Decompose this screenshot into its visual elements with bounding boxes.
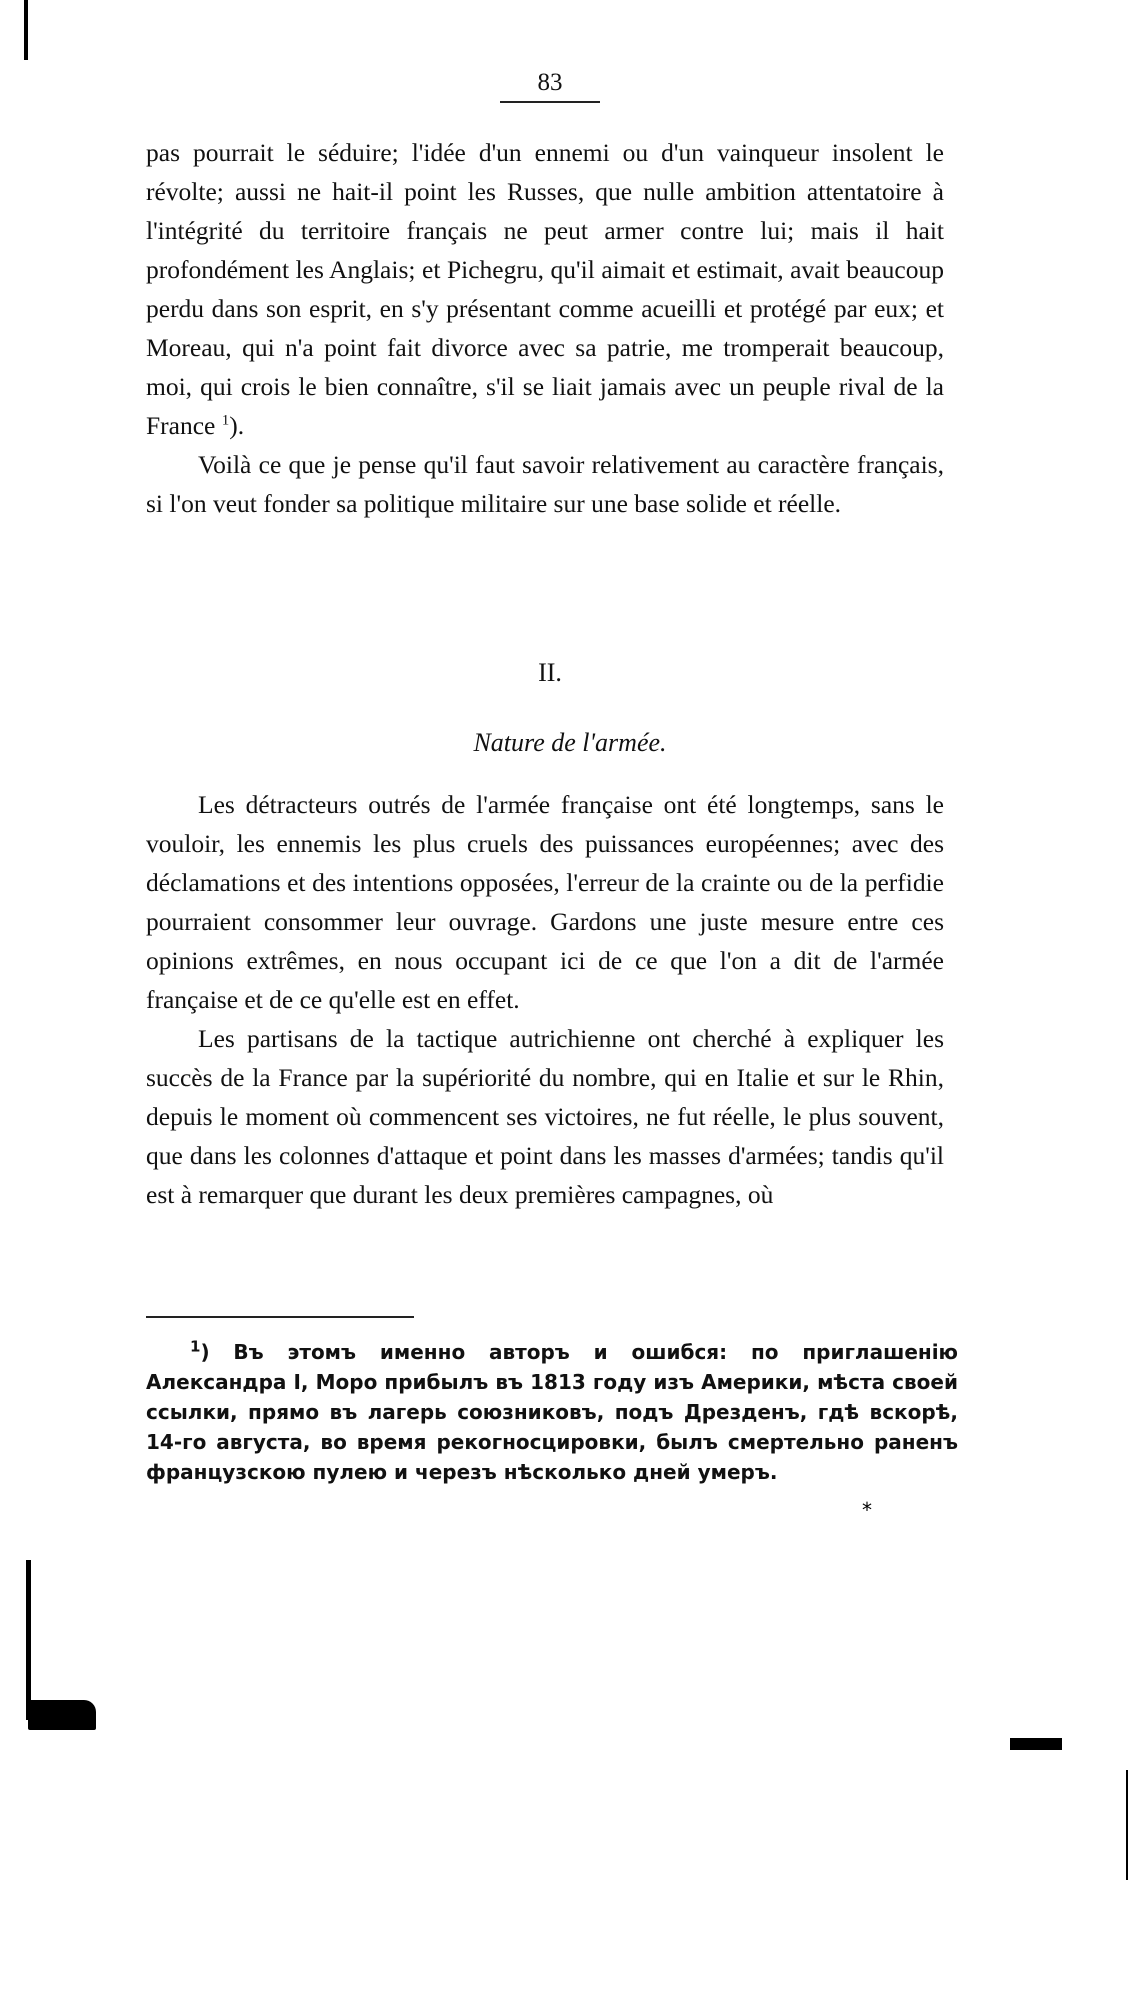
body-paragraph: Les détracteurs outrés de l'armée française ont été longtemps, sans le vouloir, les ennemis les plus cruels des puissances européennes; avec des déclamations et des intentions opposées, l'erreur de la crainte ou de la perfidie pourraient consommer leur ouvrage. Gardons une juste mesure entre ces opinions extrêmes, en nous occupant ici de ce que l'on a dit de l'armée française et de ce qu'elle est en effet. [146,790,944,1014]
asterisk-mark: * [862,1498,872,1522]
page-number: 83 [537,69,563,96]
scan-edge-mark-top-left [24,0,28,60]
footnote-reference: 1 [221,412,230,429]
footnote [146,1337,958,1487]
scan-edge-mark-left-lower [26,1560,31,1720]
footnote-marker: 1 [190,1337,201,1356]
scan-edge-bar-right [1010,1738,1062,1750]
section-title: Nature de l'armée. [473,728,667,757]
body-paragraph: Les partisans de la tactique autrichienne ont cherché à expliquer les succès de la France par la supériorité du nombre, qui en Italie et sur le Rhin, depuis le moment où commencent ses victoires, ne fut réelle, le plus souvent, que dans les colonnes d'attaque et point dans les masses d'armées; tandis qu'il est à remarquer que durant les deux premières campagnes, où [146,1024,944,1209]
continued-text [146,133,944,523]
body-paragraph [146,133,944,445]
footnote-text: Въ этомъ именно авторъ и ошибся: по приглашенію Александра I, Моро прибылъ въ 1813 году изъ Америки, мѣста своей ссылки, прямо въ лагерь союзниковъ, подъ Дрезденъ, гдѣ вскорѣ, 14-го августа, во время рекогносцировки, былъ смертельно раненъ французскою пулею и черезъ нѣсколько дней умеръ. [146,1340,958,1484]
section-text [146,785,944,1214]
footnote-marker-close: ) [200,1340,210,1364]
body-paragraph: Voilà ce que je pense qu'il faut savoir relativement au caractère français, si l'on veut fonder sa politique militaire sur une base solide et réelle. [146,450,944,518]
scan-edge-blot-left [28,1700,96,1730]
body-paragraph-text: pas pourrait le séduire; l'idée d'un ennemi ou d'un vainqueur insolent le révolte; aussi ne hait-il point les Russes, que nulle ambition attentatoire à l'intégrité du territoire français ne peut armer contre lui; mais il hait profondément les Anglais; et Pichegru, qu'il aimait et estimait, avait beaucoup perdu dans son esprit, en s'y présentant comme acueilli et protégé par eux; et Moreau, qui n'a point fait divorce avec sa patrie, me tromperait beaucoup, moi, qui crois le bien connaître, s'il se liait jamais avec un peuple rival de la France [146,138,944,440]
page-number-rule [500,101,600,103]
section-numeral: II. [538,658,562,687]
footnote-paragraph [146,1337,958,1487]
body-paragraph-end: ). [229,411,245,440]
scan-edge-line-right [1126,1770,1128,1880]
footnote-rule [146,1316,414,1318]
